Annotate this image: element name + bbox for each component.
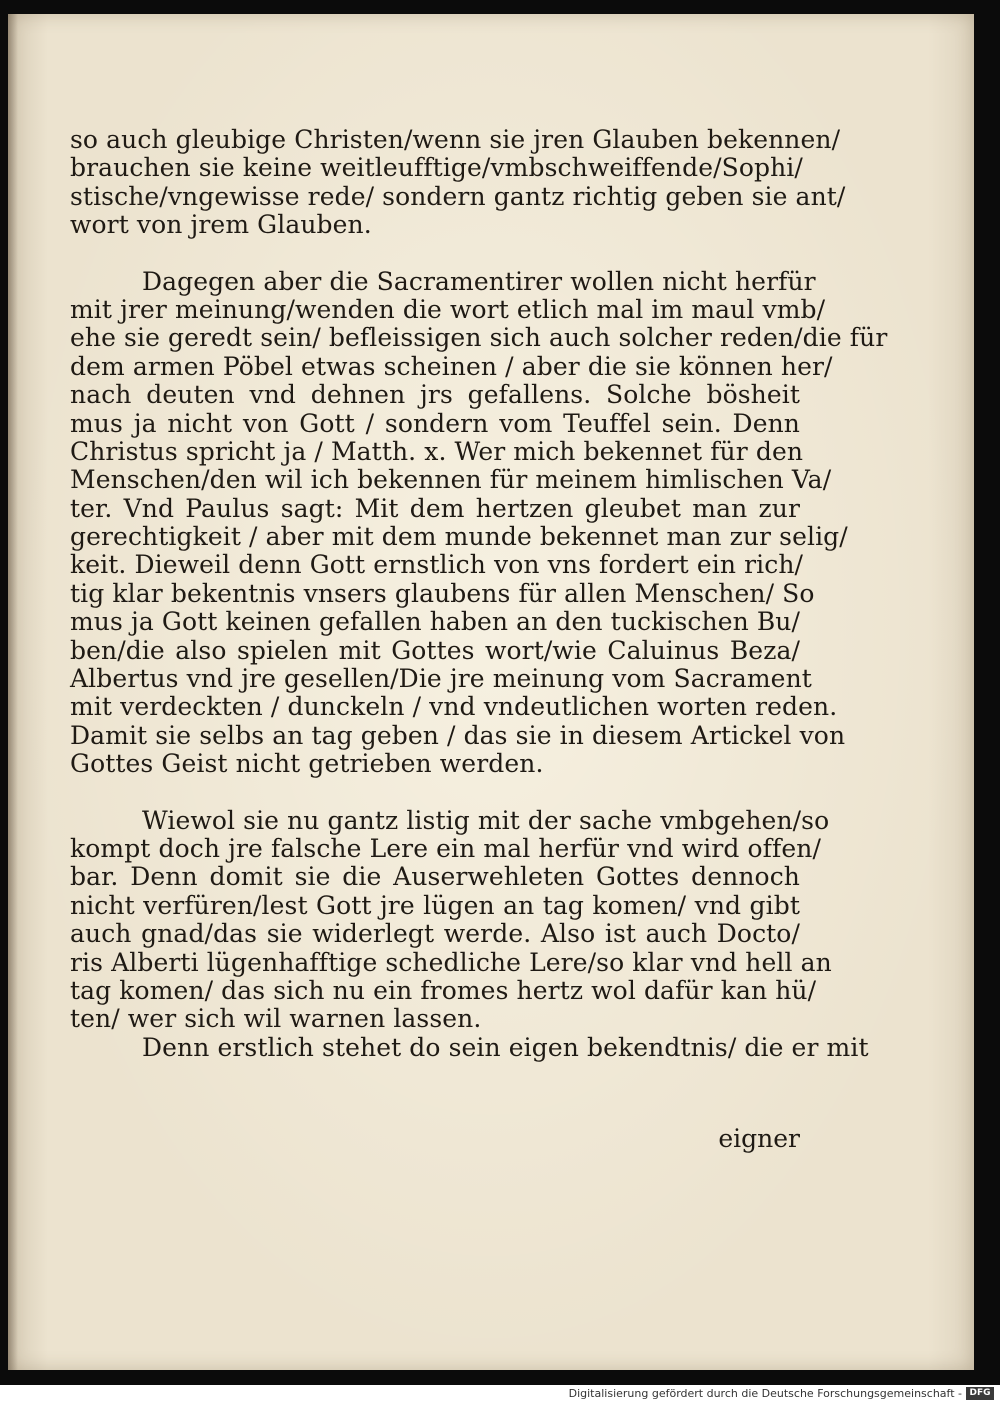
text-line: kompt doch jre falsche Lere ein mal herfür vnd wird offen/: [70, 833, 822, 863]
paragraph-spacer: [70, 240, 800, 268]
text-line: tag komen/ das sich nu ein fromes hertz wol dafür kan hü/: [70, 975, 817, 1005]
text-line: mus ja Gott keinen gefallen haben an den tuckischen Bu/: [70, 607, 801, 637]
paragraph-4: [70, 1032, 869, 1062]
text-line: dem armen Pöbel etwas scheinen / aber die sie können her/: [70, 351, 833, 381]
text-line: auch gnad/das sie widerlegt werde. Also ist auch Docto/: [70, 919, 800, 949]
text-line: bar. Denn domit sie die Auserwehleten Gottes dennoch: [70, 862, 800, 892]
text-line: ehe sie geredt sein/ befleissigen sich auch solcher reden/die für: [70, 323, 888, 353]
text-line: Menschen/den wil ich bekennen für meinem himlischen Va/: [70, 465, 832, 495]
text-line: Albertus vnd jre gesellen/Die jre meinung vom Sacrament: [70, 664, 812, 694]
text-line: so auch gleubige Christen/wenn sie jren Glauben bekennen/: [70, 125, 841, 154]
page-gutter-shadow: [8, 14, 18, 1370]
dfg-logo-icon: DFG: [966, 1387, 994, 1400]
text-line: tig klar bekentnis vnsers glaubens für allen Menschen/ So: [70, 578, 815, 608]
text-line: ter. Vnd Paulus sagt: Mit dem hertzen gleubet man zur: [70, 493, 800, 523]
text-line: Damit sie selbs an tag geben / das sie in diesem Artickel von: [70, 720, 846, 750]
text-line: ben/die also spielen mit Gottes wort/wie Caluinus Beza/: [70, 635, 800, 665]
text-line: nicht verfüren/lest Gott jre lügen an tag komen/ vnd gibt: [70, 890, 800, 920]
text-line: mit jrer meinung/wenden die wort etlich mal im maul vmb/: [70, 294, 826, 324]
text-line: Dagegen aber die Sacramentirer wollen nicht herfür: [142, 266, 816, 296]
footer-credit: Digitalisierung gefördert durch die Deutsche Forschungsgemeinschaft -: [568, 1387, 962, 1400]
text-line: ris Alberti lügenhafftige schedliche Lere/so klar vnd hell an: [70, 947, 832, 977]
text-line: ten/ wer sich wil warnen lassen.: [70, 1004, 482, 1034]
text-line: mit verdeckten / dunckeln / vnd vndeutlichen worten reden.: [70, 692, 838, 722]
text-line: Christus spricht ja / Matth. x. Wer mich bekennet für den: [70, 436, 804, 466]
text-line: stische/vngewisse rede/ sondern gantz richtig geben sie ant/: [70, 181, 846, 211]
page-text-block: [70, 125, 888, 1062]
paragraph-spacer: [70, 779, 800, 807]
text-line: keit. Dieweil denn Gott ernstlich von vns fordert ein rich/: [70, 550, 804, 580]
catchword: eigner: [718, 1124, 800, 1153]
text-line: Gottes Geist nicht getrieben werden.: [70, 749, 544, 779]
text-line: brauchen sie keine weitleufftige/vmbschweiffende/Sophi/: [70, 153, 803, 183]
text-line: wort von jrem Glauben.: [70, 210, 372, 240]
text-line: nach deuten vnd dehnen jrs gefallens. Solche bösheit: [70, 380, 800, 410]
paragraph-1: [70, 125, 846, 240]
text-line: mus ja nicht von Gott / sondern vom Teuffel sein. Denn: [70, 408, 800, 438]
text-line: Wiewol sie nu gantz listig mit der sache vmbgehen/so: [142, 805, 830, 835]
text-line: gerechtigkeit / aber mit dem munde bekennet man zur selig/: [70, 522, 848, 552]
text-line: Denn erstlich stehet do sein eigen bekendtnis/ die er mit: [142, 1032, 869, 1062]
paragraph-3: [70, 805, 832, 1034]
paragraph-2: [70, 266, 888, 779]
